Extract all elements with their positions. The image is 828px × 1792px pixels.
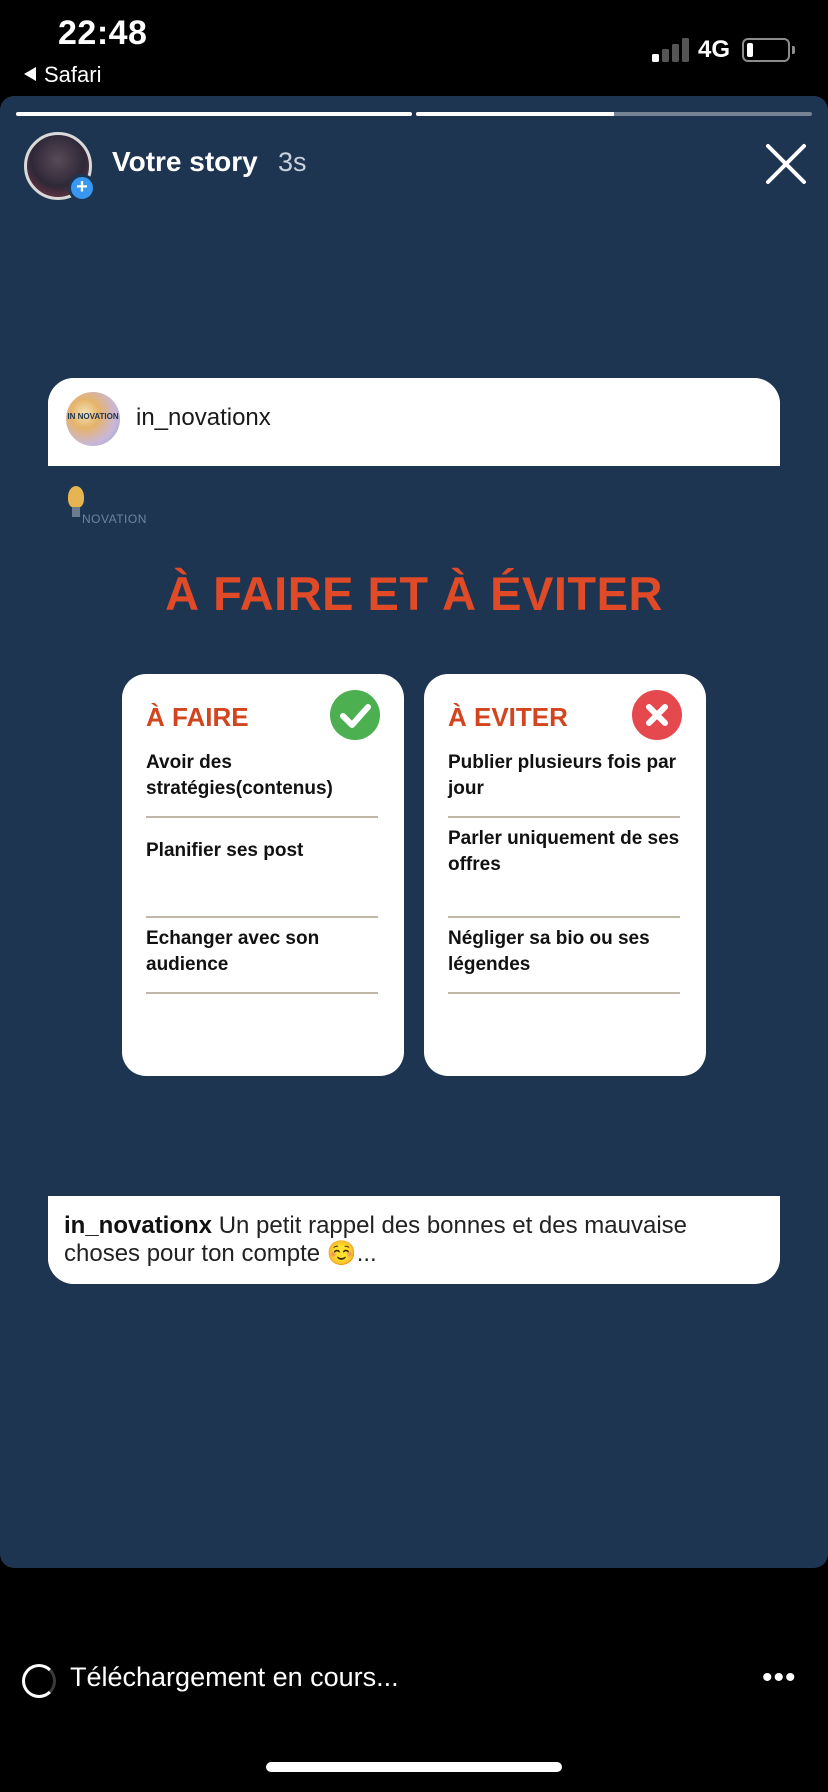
divider	[448, 992, 680, 994]
add-story-icon[interactable]: +	[68, 174, 96, 202]
do-item: Echanger avec son audience	[146, 928, 320, 975]
caption-body: Un petit rappel des bonnes et des mauvaise choses pour ton compte ☺️...	[64, 1212, 687, 1267]
post-avatar-text: IN NOVATION	[67, 412, 119, 421]
do-column	[122, 674, 404, 1076]
download-status: Téléchargement en cours...	[70, 1662, 399, 1692]
divider	[146, 916, 378, 918]
signal-icon	[652, 36, 692, 62]
story-user-name[interactable]: Votre story	[112, 146, 258, 177]
story-time: 3s	[278, 147, 307, 177]
post-image	[48, 466, 780, 1196]
post-header	[48, 378, 780, 466]
dont-item: Parler uniquement de ses offres	[448, 828, 680, 875]
dont-title: À EVITER	[448, 702, 568, 732]
caption-text	[64, 1212, 764, 1268]
cross-icon	[632, 690, 682, 740]
do-item: Avoir des stratégies(contenus)	[146, 752, 333, 799]
story-progress-1	[16, 112, 412, 116]
divider	[448, 816, 680, 818]
more-options-icon[interactable]: •••	[762, 1661, 797, 1694]
logo-text: NOVATION	[82, 512, 147, 526]
back-to-safari[interactable]	[24, 62, 101, 88]
status-bar	[0, 0, 828, 96]
do-item: Planifier ses post	[146, 840, 304, 861]
dont-item: Négliger sa bio ou ses légendes	[448, 928, 650, 975]
shared-post-card[interactable]	[48, 378, 780, 1284]
back-arrow-icon	[24, 67, 36, 81]
post-username[interactable]: in_novationx	[136, 404, 271, 431]
brand-logo	[60, 484, 160, 532]
do-title: À FAIRE	[146, 702, 249, 732]
back-app-label: Safari	[44, 62, 102, 87]
check-icon	[330, 690, 380, 740]
post-avatar[interactable]	[66, 392, 120, 446]
home-indicator[interactable]	[266, 1762, 562, 1772]
post-headline: À FAIRE ET À ÉVITER	[165, 567, 663, 620]
divider	[448, 916, 680, 918]
caption-username[interactable]: in_novationx	[64, 1212, 213, 1239]
divider	[146, 816, 378, 818]
post-caption[interactable]	[48, 1196, 780, 1284]
divider	[146, 992, 378, 994]
network-label: 4G	[698, 36, 731, 63]
story-progress-2	[416, 112, 812, 116]
status-time: 22:48	[58, 14, 148, 52]
story-viewer[interactable]	[0, 96, 828, 1568]
close-icon[interactable]	[762, 140, 810, 188]
loading-spinner-icon	[22, 1664, 56, 1698]
dont-column	[424, 674, 706, 1076]
battery-icon	[742, 38, 790, 62]
lightbulb-icon	[68, 486, 84, 508]
dont-item: Publier plusieurs fois par jour	[448, 752, 677, 799]
